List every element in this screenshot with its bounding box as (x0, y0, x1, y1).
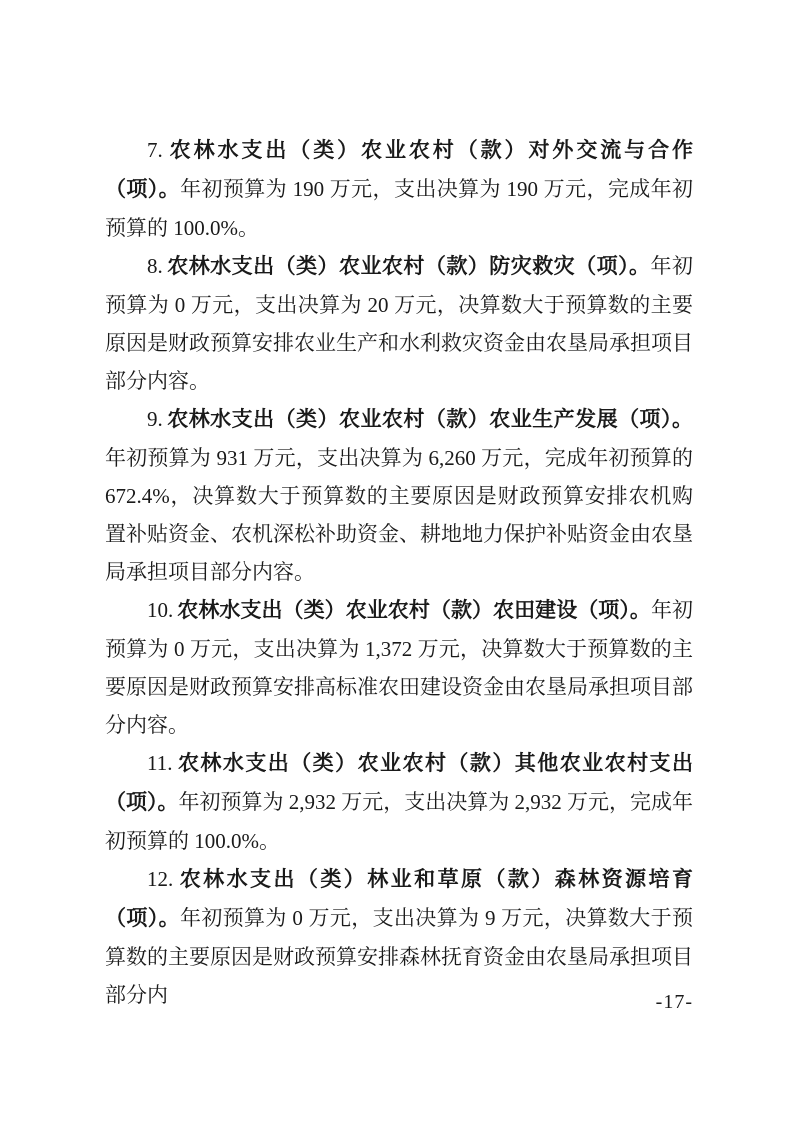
paragraph-8-text: 年初预算为 0 万元，支出决算为 20 万元，决算数大于预算数的主要原因是财政预算安排农业生产和水利救灾资金由农垦局承担项目部分内容。 (105, 254, 694, 393)
paragraph-10 (105, 591, 693, 744)
paragraph-10-heading: 农林水支出（类）农业农村（款）农田建设（项）。 (177, 599, 651, 622)
paragraph-10-number: 10. (147, 598, 174, 622)
paragraph-10-text: 年初预算为 0 万元，支出决算为 1,372 万元，决算数大于预算数的主要原因是财政预算安排高标准农田建设资金由农垦局承担项目部分内容。 (105, 598, 694, 737)
paragraph-7 (105, 131, 693, 247)
paragraph-7-text: 年初预算为 190 万元，支出决算为 190 万元，完成年初预算的 100.0%。 (105, 177, 694, 240)
paragraph-9 (105, 400, 693, 591)
paragraph-8-number: 8. (147, 254, 163, 278)
paragraph-8-heading: 农林水支出（类）农业农村（款）防灾救灾（项）。 (166, 255, 651, 278)
paragraph-11-text: 年初预算为 2,932 万元，支出决算为 2,932 万元，完成年初预算的 100.0%。 (105, 790, 693, 853)
paragraph-12-text: 年初预算为 0 万元，支出决算为 9 万元，决算数大于预算数的主要原因是财政预算安排森林抚育资金由农垦局承担项目部分内 (105, 906, 694, 1007)
paragraph-11 (105, 744, 693, 860)
paragraph-9-text: 年初预算为 931 万元，支出决算为 6,260 万元，完成年初预算的 672.4%，决算数大于预算数的主要原因是财政预算安排农机购置补贴资金、农机深松补助资金、耕地地力保护补贴资金由农垦局承担项目部分内容。 (105, 446, 693, 584)
paragraph-11-heading: 农林水支出（类）农业农村（款）其他农业农村支出（项）。 (105, 752, 693, 814)
paragraph-12-number: 12. (147, 867, 174, 891)
paragraph-12-heading: 农林水支出（类）林业和草原（款）森林资源培育（项）。 (105, 868, 693, 930)
paragraph-8 (105, 247, 693, 400)
paragraph-7-number: 7. (147, 138, 163, 162)
document-body (105, 131, 693, 1014)
paragraph-7-heading: 农林水支出（类）农业农村（款）对外交流与合作（项）。 (105, 139, 693, 201)
page-number: -17- (655, 991, 693, 1013)
paragraph-11-number: 11. (147, 751, 173, 775)
paragraph-9-number: 9. (147, 407, 163, 431)
paragraph-9-heading: 农林水支出（类）农业农村（款）农业生产发展（项）。 (166, 408, 693, 431)
